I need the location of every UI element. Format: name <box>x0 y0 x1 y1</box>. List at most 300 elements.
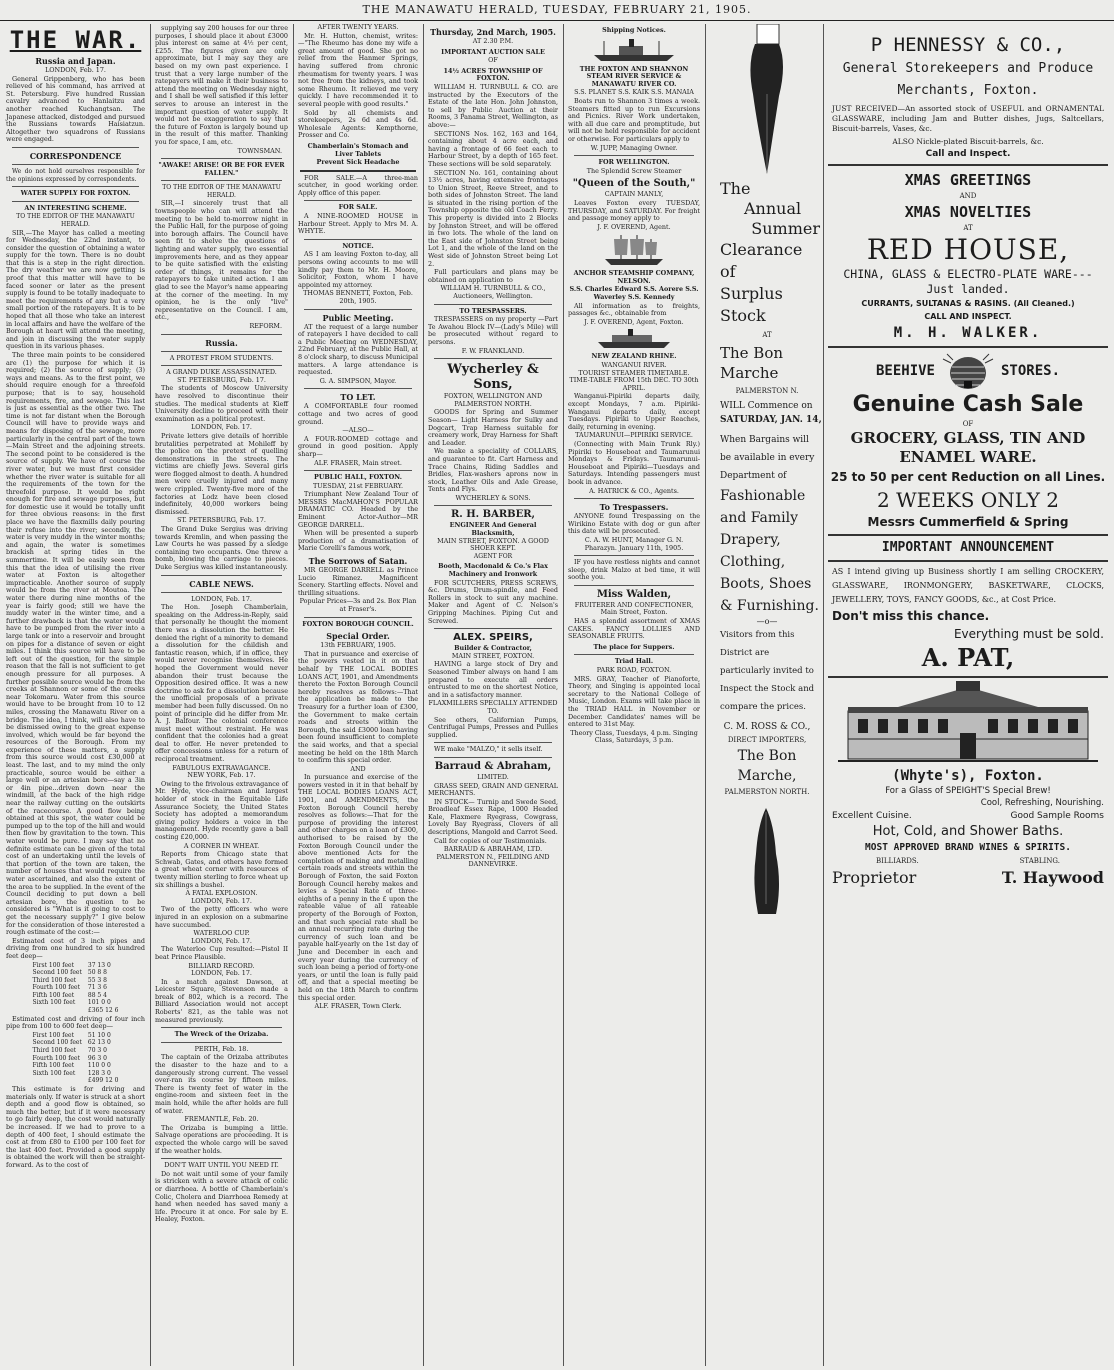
ad-paragraph: We make a speciality of COLLARS, and guarantee to fit. Cart Harness and Trace Chains, Riding Saddles and Bridles, Flax-washers aprons now in stock, Leather Oils and Axle Grease, Tents and Flys. <box>428 447 558 494</box>
beehive-owners: Messrs Cummerfield & Spring <box>867 515 1069 529</box>
ad-subheading: FLAXMILLERS SPECIALLY ATTENDED TO. <box>428 699 558 715</box>
table-total: £365 12 6 <box>87 1007 119 1015</box>
table-cell: 50 8 8 <box>87 969 107 977</box>
correspondence-heading: CORRESPONDENCE <box>29 150 122 161</box>
bon-marche-name-2: The Bon Marche, <box>737 748 797 784</box>
divider <box>161 575 282 576</box>
table-cell: Sixth 100 feet <box>32 1069 76 1077</box>
ad-paragraph: MRS. GRAY, Teacher of Pianoforte, Theory, and Singing is appointed local secretary to the National College of Music, London. Exams will take place in the TRIAD HALL in November or December. Candidates' names will be entered to 31st May. <box>568 674 700 729</box>
table-row <box>30 969 122 977</box>
divider <box>12 164 139 165</box>
ad-paragraph: HAS a splendid assortment of XMAS CAKES. FANCY LOLLIES AND SEASONABLE FRUITS. <box>568 617 700 641</box>
ad-label: LIMITED. <box>477 772 509 781</box>
article-paragraph: Two of the petty officers who were injured in an explosion on a submarine have succumbed. <box>155 905 288 929</box>
article-paragraph: Owing to the frivolous extravagance of Mr. Hyde, vice-chairman and largest holder of stock in the Equitable Life Assurance Society, the United States Society has adopted a memorandum giving policy holders a voice in the management. Hyde recently gave a ball costing £20,000. <box>155 779 288 841</box>
notice-paragraph: SECTION No. 161, containing about 13½ acres, having extensive frontages to Union Street, Reeve Street, and to both sides of Johnston Street. The land is situated in the rising portion of the Township opposite the old Coach Ferry. This property is divided into 2 Blocks by Johnston Street, and will be offered in two lots. The whole of the land on the East side of Johnston Street being Lot 1, and the whole of the land on the West side of Johnston Street being Lot 2. <box>428 168 558 268</box>
subheading: FABULOUS EXTRAVAGANCE. <box>172 763 271 772</box>
notice-paragraph: Full particulars and plans may be obtained on application to <box>428 268 558 284</box>
classified-ad: A FOUR-ROOMED cottage and ground in good position. Apply sharp— <box>298 434 418 458</box>
ad-paragraph: HAVING a large stock of Dry and Seasoned Timber always on hand I am prepared to execute all orders entrusted to me on the shortest Notice, and in a satisfactory manner. <box>428 660 558 699</box>
signature: TOWNSMAN. <box>237 146 282 155</box>
section-heading: Shipping Notices. <box>602 26 666 34</box>
bon-marche-location-2: PALMERSTON NORTH. <box>724 788 810 796</box>
bon-marche-owner: C. M. ROSS & CO., <box>723 722 811 732</box>
table-cell: 101 0 0 <box>87 999 111 1007</box>
classified-ad: ANYONE found Trespassing on the Wirikino Estate with dog or gun after this date will be prosecuted. <box>568 512 700 536</box>
ad-heading: FOR SALE. <box>338 203 378 212</box>
table-cell: 110 0 0 <box>87 1062 111 1070</box>
divider <box>434 628 552 629</box>
ad-address: PARK ROAD, FOXTON. <box>596 666 672 675</box>
signature: ALF. FRASER, Town Clerk. <box>314 1002 402 1011</box>
divider <box>300 170 416 172</box>
hotel-speights: For a Glass of SPEIGHT'S Special Brew! <box>885 786 1051 796</box>
auction-heading: 14½ ACRES TOWNSHIP OF FOXTON. <box>443 66 543 83</box>
column-rule <box>823 24 824 1366</box>
article-paragraph: The Orizaba is bumping a little. Salvage operations are proceeding. It is expected the whole cargo will be saved if the weather holds. <box>155 1123 288 1155</box>
xmas-greetings: XMAS GREETINGS <box>904 171 1032 189</box>
table-row <box>30 992 122 1000</box>
table-cell: 37 13 0 <box>87 961 111 969</box>
table-cell: Fourth 100 feet <box>32 984 81 992</box>
hotel-cuisine: Excellent Cuisine. <box>832 811 912 821</box>
announcement-signature: A. PAT, <box>921 643 1015 672</box>
article-paragraph: The captain of the Orizaba attributes the disaster to the haze and to a dangerously strong current. The vessel over-ran its course by fifteen miles. There is twenty feet of water in the engine-room and sixteen feet in the main hold, while the after holds are full of water. <box>155 1053 288 1115</box>
column-4 <box>424 24 562 1366</box>
divider <box>304 239 412 240</box>
dateline: FREMANTLE, Feb. 20. <box>184 1115 259 1124</box>
table-cell: First 100 feet <box>32 1031 74 1039</box>
auction-time: AT 2.30 P.M. <box>472 37 514 45</box>
ad-heading: ALEX. SPEIRS, <box>453 632 533 644</box>
table-row <box>30 977 122 985</box>
divider <box>161 1158 282 1159</box>
bon-marche-the: The <box>720 179 751 198</box>
bon-marche-annual: Annual <box>744 199 802 218</box>
dateline: LONDON, Feb. 17. <box>45 66 106 74</box>
letter-subheading: AN INTERESTING SCHEME. <box>24 203 127 212</box>
ad-paragraph: Triumphant New Zealand Tour of MESSRS MacMAHON'S POPULAR DRAMATIC CO. Headed by the Eminent Actor-Author—MR GEORGE DARRELL. <box>298 490 418 529</box>
auction-heading: IMPORTANT AUCTION SALE <box>441 47 545 56</box>
subheading: WATERLOO CUP. <box>193 929 250 938</box>
hotel-stabling: STABLING. <box>1019 857 1060 865</box>
dateline: LONDON, Feb. 17. <box>191 423 252 432</box>
hotel-features <box>826 809 1110 823</box>
ad-paragraph: Do not wait until some of your family is stricken with a severe attack of colic or diarrhoea. A bottle of Chamberlain's Colic, Cholera and Diarrhoea Remedy at hand when needed has saved many a life. Procure it at once. For sale by E. Healey, Foxton. <box>155 1169 288 1224</box>
ad-paragraph: See others, Californian Pumps, Centrifugal Pumps, Presses and Pullies supplied. <box>428 715 558 739</box>
ad-heading: AFTER TWENTY YEARS. <box>317 24 399 31</box>
ad-heading: TO TRESPASSERS. <box>459 306 527 315</box>
auction-date: Thursday, 2nd March, 1905. <box>430 27 556 37</box>
ad-paragraph: When will be presented a superb production of a dramatisation of Marie Corelli's famous work, <box>298 529 418 553</box>
hotel-rooms: Good Sample Rooms <box>1010 811 1104 821</box>
ad-subheading: TIME-TABLE FROM 15th DEC. TO 30th APRIL. <box>569 376 699 392</box>
signature: REFORM. <box>249 321 282 330</box>
table-total: £499 12 0 <box>87 1077 119 1085</box>
divider <box>304 470 412 471</box>
hotel-proprietor-label: Proprietor <box>832 868 917 887</box>
ad-heading: THE FOXTON AND SHANNON STEAM RIVER SERVICE & MANAWATU RIVER CO. <box>579 64 689 88</box>
beehive-stores: STORES. <box>1001 363 1061 379</box>
divider <box>574 654 694 655</box>
walker-name: M. H. WALKER. <box>893 325 1043 341</box>
table-cell: Second 100 feet <box>32 1039 82 1047</box>
red-house-at: AT <box>963 224 973 232</box>
table-cell: 128 3 0 <box>87 1069 111 1077</box>
hennessy-name: P HENNESSY & CO., <box>870 34 1066 56</box>
article-paragraph: The Grand Duke Sergius was driving towards Kremlin, and when passing the Law Courts he was passed by a sledge containing two occupants. One threw a bomb, blowing the carriage to pieces. Duke Sergius was killed instantaneously. <box>155 525 288 571</box>
signature: BARRAUD & ABRAHAM, LTD. PALMERSTON N., FEILDING AND DANNEVIRKE. <box>436 845 550 869</box>
divider <box>828 534 1108 536</box>
column-rule <box>705 24 706 1366</box>
subheading: BILLIARD RECORD. <box>188 961 255 970</box>
ad-heading: Booth, Macdonald & Co.'s Flax Machinery and Ironwork <box>438 562 548 579</box>
divider <box>161 1042 282 1043</box>
classified-ad: AT the request of a large number of ratepayers I have decided to call a Public Meeting on WEDNESDAY, 22nd February, at the Public Hall, at 8 o'clock sharp, to discuss Municipal matters. A large attendance is requested. <box>298 322 418 377</box>
ad-paragraph: Boats run to Shannon 3 times a week. Steamers fitted up to run Excursions and Picnics. River Work undertaken, with all due care and promptitude, but will not be held responsible for accident or otherwise. For particulars apply to <box>568 96 700 143</box>
section-heading: CABLE NEWS. <box>189 578 254 589</box>
divider <box>574 498 694 499</box>
signature: ALF. FRASER, Main street. <box>314 458 402 467</box>
article-paragraph: The students of Moscow University have resolved to discontinue their studies. The medical students at Kieff University decline to proceed with their examination as a political protest. <box>155 384 288 423</box>
column-3 <box>294 24 422 1366</box>
subheading: DON'T WAIT UNTIL YOU NEED IT. <box>164 1161 279 1170</box>
classified-ad: TRESPASSERS on my property —Part Te Awahou Block IV—(Lady's Mile) will be prosecuted without regard to persons. <box>428 315 558 346</box>
signature: WYCHERLEY & SONS. <box>455 493 531 502</box>
to-editor: TO THE EDITOR OF THE MANAWATU HERALD. <box>162 184 281 199</box>
ad-paragraph: FOR SCUTCHERS, PRESS SCREWS, &c. Drums, Drum-spindle, and Feed Rollers in stock to suit any machine. Maker and Agent of C. Nelson's Gripping Machines. Piping Cut and Screwed. <box>428 578 558 625</box>
article-paragraph: Private letters give details of horrible brutalities perpetrated at Mohileff by the police on the pretext of quelling demonstrations in the streets. The victims are chiefly Jews. Several girls were flogged almost to death. A hundred men were cruelly injured and many were crippled. Twenty-five more of the factories at Lodz have been closed indefinitely, 40,000 workers being dismissed. <box>155 431 288 516</box>
table-cell: Sixth 100 feet <box>32 999 76 1007</box>
separator-text: AND <box>350 764 366 773</box>
table-row <box>30 1047 122 1055</box>
ad-paragraph: Mr. H. Hutton, chemist, writes:—"The Rheumo has done my wife a great amount of good. She got no relief from the Hanmer Springs, having suffered from chronic rheumatism for twenty years. I was not free from the kidneys, and took some Rheumo. It relieved me very quickly. I have recommended it to several people with good results." <box>298 31 418 108</box>
steamer-illustration <box>589 37 679 63</box>
classified-ad: IF you have restless nights and cannot sleep, drink Malzo at bed time, it will soothe you. <box>568 558 700 582</box>
bon-marche-at: AT <box>762 331 772 339</box>
table-row <box>30 1062 122 1070</box>
ad-heading: FOXTON BOROUGH COUNCIL. <box>302 619 414 628</box>
letter-paragraph: SIR,—I sincerely trust that all townspeople who can will attend the meeting to be held to-morrow night in the Public Hall, for the purpose of going into borough affairs. The Council have seen fit to shelve the questions of lighting and water supply, two essential improvements here, and as they appear to be quite satisfied with the existing order of things, it remains for the ratepayers to take united action. I am glad to see the Mayor's name appearing at the corner of the meeting. In my opinion, he is the only "live" representative on the Council. I am, etc., <box>155 199 288 322</box>
ad-paragraph: Wanganui-Pipiriki departs daily, except Mondays, 7 a.m. Pipiriki-Wanganui departs daily, except Tuesdays. Pipiriki to Upper Reaches, daily, returning in evening. <box>568 392 700 431</box>
dateline: LONDON, Feb. 17. <box>191 896 252 905</box>
column-7 <box>826 24 1110 1366</box>
xmas-novelties: XMAS NOVELTIES <box>904 203 1032 221</box>
ad-label: AGENT FOR <box>473 552 513 560</box>
red-house-currants: CURRANTS, SULTANAS & RASINS. (All Cleaned.) <box>861 299 1075 308</box>
beehive-weeks: 2 WEEKS ONLY 2 <box>876 488 1060 512</box>
table-cell: Third 100 feet <box>32 976 77 984</box>
table-cell: 96 3 0 <box>87 1054 107 1062</box>
article-paragraph: The Waterloo Cup resulted:—Pistol II beat Prince Plausible. <box>155 945 288 961</box>
estimate-table-4inch <box>30 1032 122 1085</box>
ad-subheading: Builder & Contractor, <box>454 644 532 653</box>
ad-subheading: CAPTAIN MANLY, <box>604 190 664 199</box>
divider <box>161 365 282 366</box>
ad-paragraph: IN STOCK— Turnip and Swede Seed, Broadleaf Essex Rape, 1000 Headed Kale, Flaxmere Ryegrass, Cowgrass, Lovely Bay Ryegrass, Clovers of all descriptions, Mangold and Carrot Seed. <box>428 797 558 837</box>
subheading: A FATAL EXPLOSION. <box>185 889 258 898</box>
beehive-of: OF <box>962 420 974 428</box>
hotel-proprietor-name: T. Haywood <box>1001 868 1104 887</box>
ad-heading: NEW ZEALAND RHINE. <box>591 352 677 361</box>
beehive-reduction: 25 to 50 per cent Reduction on all Lines. <box>830 470 1106 484</box>
dateline: LONDON, Feb. 17. <box>191 594 252 603</box>
ad-date: TUESDAY, 21st FEBRUARY. <box>312 481 404 490</box>
hennessy-stock: JUST RECEIVED—An assorted stock of USEFUL and ORNAMENTAL GLASSWARE, including Jam and Butter dishes, Jugs, Saltcellars, Biscuit-barrels, Vases, &c. <box>832 104 1104 133</box>
ad-heading: Barraud & Abraham, <box>434 760 552 772</box>
ad-paragraph: Call for copies of our Testimonials. <box>434 836 547 845</box>
signature: J. F. OVEREND, Agent. <box>597 222 671 231</box>
estimate-table-3inch <box>30 962 122 1015</box>
table-row <box>30 1039 122 1047</box>
ad-heading: TO LET. <box>340 392 376 403</box>
bon-marche-importers: DIRECT IMPORTERS, <box>727 736 807 744</box>
class-times: Theory Class, Tuesdays, 4 p.m. Singing Class, Saturdays, 3 p.m. <box>570 728 698 745</box>
divider <box>574 585 694 586</box>
hotel-extras <box>826 855 1110 867</box>
divider <box>434 304 552 305</box>
ad-subheading: TOURIST STEAMER TIMETABLE. <box>578 368 690 377</box>
ad-address: MAIN STREET, FOXTON. <box>451 651 535 660</box>
divider <box>161 592 282 593</box>
ad-heading: Miss Walden, <box>596 588 672 600</box>
divider <box>434 742 552 743</box>
notice-paragraph: That in pursuance and exercise of the powers vested in it on that behalf by THE LOCAL BODIES LOANS ACT, 1901, and Amendments thereto the Foxton Borough Council hereby resolves as follows:—That the application be made to the Treasury for a further loan of £300, the Government to make certain roads and streets within the Borough, the said £3000 loan having been found insufficient to complete the said works, and that a special meeting be held on the 18th March to confirm this special order. <box>298 649 418 765</box>
section-heading: The Wreck of the Orizaba. <box>174 1030 269 1039</box>
classified-ad: WE make "MALZO," it sells itself. <box>434 745 543 754</box>
signature: J. F. OVEREND, Agent, Foxton. <box>584 317 684 326</box>
ad-prices: Popular Prices—3s and 2s. Box Plan at Fraser's. <box>299 597 417 613</box>
ad-heading: NOTICE. <box>342 241 374 250</box>
classified-ad: A NINE-ROOMED HOUSE in Harbour Street. Apply to Mrs M. A. WHYTE. <box>298 212 418 236</box>
ad-heading: ANCHOR STEAMSHIP COMPANY, NELSON. <box>573 269 695 285</box>
ad-heading: Special Order. <box>326 631 390 642</box>
classified-ad: AS I am leaving Foxton to-day, all persons owing accounts to me will kindly pay them to Mr. H. Moore, Solicitor, Foxton, whom I have appointed my attorney. <box>298 250 418 289</box>
ad-subheading: Prevent Sick Headache <box>316 158 400 167</box>
dateline: PERTH, Feb. 18. <box>194 1044 249 1053</box>
war-subheading: Russia and Japan. <box>35 56 116 66</box>
table-cell: 51 10 0 <box>87 1031 111 1039</box>
ad-subheading: FOXTON, WELLINGTON AND PALMERSTON NORTH. <box>443 392 543 408</box>
divider <box>12 201 139 202</box>
ad-paragraph: All information as to freights, passages &c., obtainable from <box>568 301 700 318</box>
announcement-chance: Don't miss this chance. <box>832 609 990 623</box>
table-cell: 55 3 8 <box>87 976 107 984</box>
estimate-heading: Estimated cost of 3 inch pipes and driving from one hundred to six hundred feet deep— <box>6 936 145 960</box>
ship-list: S.S. PLANET S.S. KAIK S.S. MANAIA <box>574 88 694 97</box>
signature: WILLIAM H. TURNBULL & CO., Auctioneers, Wellington. <box>440 284 546 300</box>
bon-marche-advert <box>712 24 822 1366</box>
article-paragraph: Reports from Chicago state that Schwab, Gates, and others have formed a great wheat corner with resources of twenty million sterling to force wheat up six shillings a bushel. <box>155 850 288 889</box>
subheading: A GRAND DUKE ASSASSINATED. <box>166 368 277 377</box>
subheading: A PROTEST FROM STUDENTS. <box>169 353 274 362</box>
classified-ad: FOR SALE.—A three-man scutcher, in good working order. Apply office of this paper. <box>298 173 418 197</box>
section-heading: Russia. <box>205 337 238 348</box>
table-cell: First 100 feet <box>32 961 74 969</box>
ad-subheading: FRUITERER AND CONFECTIONER, Main Street, Foxton. <box>574 600 694 617</box>
table-cell: 88 5 4 <box>87 991 107 999</box>
divider <box>161 180 282 181</box>
subheading: A CORNER IN WHEAT. <box>183 841 260 850</box>
masthead: THE MANAWATU HERALD, TUESDAY, FEBRUARY 21, 1905. <box>0 0 1114 21</box>
divider <box>828 164 1108 166</box>
hotel-billiards: BILLIARDS. <box>876 857 919 865</box>
red-house-name: RED HOUSE, <box>866 233 1070 266</box>
hotel-name: (Whyte's), Foxton. <box>892 768 1044 784</box>
separator-text: —ALSO— <box>342 426 374 435</box>
divider <box>161 1027 282 1028</box>
letter-heading: WATER SUPPLY FOR FOXTON. <box>20 189 131 198</box>
beehive-sale: Genuine Cash Sale <box>852 392 1084 417</box>
signature: G. A. SIMPSON, Mayor. <box>319 376 397 385</box>
divider <box>161 334 282 335</box>
beehive-goods: GROCERY, GLASS, TIN AND ENAMEL WARE. <box>850 429 1086 466</box>
divider <box>12 147 139 148</box>
ad-paragraph: MR GEORGE DARRELL as Prince Lucio Rimanez. Magnificent Scenery. Startling effects. Novel and thrilling situations. <box>298 566 418 597</box>
bon-marche-departments: Fashionable and Family Drapery, Clothing, Boots, Shoes & Furnishing. <box>720 488 819 614</box>
table-row <box>30 999 122 1007</box>
ad-subheading: TAUMARUNUI—PIPIRIKI SERVICE. <box>575 431 693 440</box>
hennessy-business: General Storekeepers and Produce Merchants, Foxton. <box>842 61 1094 98</box>
divider <box>304 617 412 618</box>
table-row <box>30 984 122 992</box>
ad-paragraph: GOODS for Spring and Summer Season— Light Harness for Sulky and Dogcart, Trap Harness suitable for creamery work, Dray Harness for Shaft and Leader. <box>428 408 558 447</box>
red-house-call: CALL AND INSPECT. <box>924 312 1012 321</box>
signature: F. W. FRANKLAND. <box>461 346 525 355</box>
divider <box>434 505 552 506</box>
hotel-baths: Hot, Cold, and Shower Baths. <box>872 824 1064 839</box>
table-cell: 70 3 0 <box>87 1047 107 1055</box>
divider <box>434 757 552 758</box>
ad-paragraph: Leaves Foxton every TUESDAY, THURSDAY, and SATURDAY. For freight and passage money apply to <box>568 198 700 223</box>
table-total-row <box>30 1077 122 1085</box>
hotel-building-illustration <box>838 681 1098 765</box>
pointing-hand-up-illustration <box>744 804 790 914</box>
dateline: NEW YORK, Feb. 17. <box>187 771 256 780</box>
letter-paragraph: SIR,—The Mayor has called a meeting for Wednesday, the 22nd instant, to consider the question of obtaining a water supply for the town. There is no doubt that this is a step in the right direction. The dry weather we are now getting is proof that this matter will have to be faced sooner or later as the present supply is found to be totally inadequate to meet the requirements of any but a very small portion of the ratepayers. It is to be hoped that all those who take an interest in local affairs and have the welfare of the Borough at heart will attend the meeting, and join in discussing the water supply question in its various phases. <box>6 228 145 351</box>
divider <box>574 155 694 156</box>
divider <box>304 388 412 389</box>
signature: A. HATRICK & CO., Agents. <box>589 486 679 495</box>
beehive-icon <box>941 351 995 391</box>
bon-marche-summer: Summer <box>751 219 820 238</box>
hotel-wines: MOST APPROVED BRAND WINES & SPIRITS. <box>865 842 1071 853</box>
ad-heading: Public Meeting. <box>322 312 394 323</box>
hennessy-call: Call and Inspect. <box>925 149 1011 159</box>
to-editor: TO THE EDITOR OF THE MANAWATU HERALD. <box>16 213 135 228</box>
notice-paragraph: WILLIAM H. TURNBULL & CO. are instructed by the Executors of the Estate of the late Hon. John Johnston, to sell by Public Auction at their Rooms, 3 Panama Street, Wellington, as above:— <box>428 82 558 129</box>
ship-list: S.S. Charles Edward S.S. Aorere S.S. Waverley S.S. Kennedy <box>569 285 699 302</box>
pointing-hand-illustration <box>737 24 797 179</box>
sailing-ship-illustration <box>599 233 669 267</box>
bon-marche-surplus: Surplus Stock <box>720 284 783 325</box>
hotel-cool: Cool, Refreshing, Nourishing. <box>980 798 1104 808</box>
ad-heading: Wycherley & Sons, <box>447 362 539 393</box>
editor-note: We do not hold ourselves responsible for the opinions expressed by correspondents. <box>6 167 145 183</box>
table-row <box>30 1032 122 1040</box>
bon-marche-sale-date: SATURDAY, JAN. 14, <box>720 415 822 425</box>
table-row <box>30 962 122 970</box>
war-heading: THE WAR. <box>9 26 142 54</box>
letter-heading: "AWAKE! ARISE! OR BE FOR EVER FALLEN." <box>158 161 285 177</box>
hotel-proprietor-row <box>826 867 1110 889</box>
ad-paragraph: GRASS SEED, GRAIN AND GENERAL MERCHANTS. <box>428 781 558 798</box>
column-5 <box>564 24 704 1366</box>
signature: W. JUPP, Managing Owner. <box>590 143 678 152</box>
divider <box>304 309 412 310</box>
ad-heading: Triad Hall. <box>614 657 654 666</box>
ad-subheading: WANGANUI RIVER. <box>601 361 667 370</box>
bon-marche-clearance: Clearance of <box>720 240 803 281</box>
bon-marche-will: WILL Commence on <box>720 401 813 411</box>
red-house-stock: CHINA, GLASS & ELECTRO-PLATE WARE---Just landed. <box>843 267 1093 296</box>
table-cell: 71 3 6 <box>87 984 107 992</box>
bon-marche-when: When Bargains will be available in every Department of <box>720 435 815 481</box>
letter-paragraph: The three main points to be considered are (1) the purpose for which it is required; (2) the source of supply; (3) ways and means. As to the first point, we should require enough for a threefold purpose; that is to say, household requirements, fire, and sewage. This last is just as essential as the other two. The time is not far distant when the Borough Council will have to provide ways and means for disposing of the sewage, more particularly in the central part of the town—Main Street and the adjoining streets. The second point to be considered is the source of supply. We have of course the river water, but we must first consider whether the river water is suitable for all the requirements of the town for the threefold purpose. It would be right enough for fire and sewage purposes, but for domestic use it would be totally unfit for three obvious reasons: in the first place we have the flaxmills daily pouring their refuse into the river; secondly, the water is very muddy in the winter months; and again, the water is sometimes brackish at spring tides in the summertime. It will be easily seen from this that the idea of utilising the river water at Foxton is altogether impracticable. Another source of supply would be from the river at Moutoa. The water there during nine months of the year is fairly good; still we have the muddy water in the winter time, and a further drawback is that the water would have to be pumped from the river into a large tank or into a reservoir and brought on pipes for a distance of seven or eight miles. I think this source will have to be left out of the question, for the simple reason that the fall is not sufficient to get enough pressure for all purposes. A further possible source would be from the creeks at Shannon or some of the creeks near Tokomaru. Water from this source would have to be brought from 10 to 12 miles, crossing the Manawatu River on a bridge. The idea, I think, will also have to be dismissed owing to the great expense involved, which would be far beyond the resources of the Borough. From my experience of these matters, a supply from this source would cost £30,000 at least. The last, and to my mind the only practicable, source would be either a large well or an artesian bore—say a 3in or 4in pipe...driven down near the windmill, at the back of the high ridge near the railway cutting on the outskirts of the racecourse. A good flow being obtained at this spot, the water could be pumped up to the top of the hill and would then flow by gravitation to the town. This water would be pure. I may say that no definite estimate can be given of the total cost of an undertaking until the levels of that portion of the town are taken, the number of houses that would require the water ascertained, and also the extent of the area to be supplied. In the event of the Council deciding to put down a bell artesian bore, the question to be considered is "What is it going to cost to get the necessary supply?" I give below for the consideration of those interested a rough estimate of the cost:— <box>6 351 145 937</box>
signature: THOMAS BENNETT, Foxton, Feb. 20th, 1905. <box>303 289 413 305</box>
table-total-row <box>30 1007 122 1015</box>
bon-marche-visitors: Visitors from this District are particularly invited to Inspect the Stock and compare the prices. <box>720 630 815 712</box>
dateline: LONDON, Feb. 17. <box>191 969 252 978</box>
divider <box>828 560 1108 562</box>
table-cell: Fifth 100 feet <box>32 991 75 999</box>
table-cell: Third 100 feet <box>32 1047 77 1055</box>
table-row <box>30 1070 122 1078</box>
divider <box>12 186 139 187</box>
table-cell: 62 13 0 <box>87 1039 111 1047</box>
separator-text: OF <box>488 56 498 65</box>
signature: C. A. W. HUNT, Manager G. N. Pharazyn. January 11th, 1905. <box>584 535 684 552</box>
article-paragraph: The Hon. Joseph Chamberlain, speaking on the Address-in-Reply, said that personally he thought the moment there was a dissolution the better. He denied the right of a minority to demand a dissolution for the childish and fantastic reason, which, if in office, they would never recognise themselves. He hoped the Government would never abandon their trust because the Opposition desired office. It was a new doctrine to ask for a dissolution because the unofficial proposals of a private member had been fully discussed. On no point of principle did he differ from Mr. A. J. Balfour. The colonial conference must meet without restraint. He was confident that the colonies had a great deal to offer. He never pretended to offer concessions unless for a return of reciprocal treatment. <box>155 603 288 764</box>
dateline: ST. PETERSBURG, Feb. 17. <box>177 516 266 525</box>
ad-heading: FOR WELLINGTON. <box>598 158 670 167</box>
beehive-label: BEEHIVE <box>875 363 935 379</box>
table-cell: Second 100 feet <box>32 969 82 977</box>
column-1 <box>2 24 149 1366</box>
ad-heading: To Trespassers. <box>599 502 669 513</box>
ad-heading: R. H. BARBER, <box>450 509 536 521</box>
letter-paragraph: supplying say 200 houses for our three purposes, I should place it about £3000 plus interest on same at 4½ per cent, £255. The figures given are only approximate, but I may say they are based on my own past experience. I trust that a very large number of the ratepayers will make it their business to attend the meeting on Wednesday night, and I shall be well satisfied if this letter serves to arouse an interest in the important question of water supply. It would not be exaggeration to say that the future of Foxton is largely bound up in the result of this matter. Thanking you for space, I am, etc. <box>155 24 288 146</box>
ad-heading: PUBLIC HALL, FOXTON. <box>314 473 402 482</box>
ad-address: MAIN STREET, FOXTON. A GOOD SHOER KEPT. <box>437 536 549 553</box>
dateline: ST. PETERSBURG, Feb. 17. <box>177 375 266 384</box>
divider <box>828 676 1108 678</box>
column-2 <box>151 24 292 1366</box>
hennessy-also: ALSO Nickle-plated Biscuit-barrels, &c. <box>892 137 1044 146</box>
announcement-body: AS I intend giving up Business shortly I am selling CROCKERY, GLASSWARE, IRONMONGERY, BASKETWARE, CLOCKS, JEWELLERY, TOYS, FANCY GOODS, &c., at Cost Price. <box>832 567 1104 604</box>
river-steamer-illustration <box>594 328 674 350</box>
estimate-heading: Estimated cost and driving of four inch pipe from 100 to 600 feet deep— <box>6 1014 145 1031</box>
ad-heading: Chamberlain's Stomach and Liver Tablets <box>307 141 409 158</box>
ornament: —o— <box>756 617 778 626</box>
table-row <box>30 1055 122 1063</box>
table-cell: Fifth 100 feet <box>32 1062 75 1070</box>
letter-paragraph: This estimate is for driving and materials only. If water is struck at a short depth and a good flow is obtained, so much the better, but if it were necessary to go fairly deep, the cost would naturally be increased. If we had to prove to a depth of 400 feet, I should estimate the cost at from £80 to £100 per 100 feet for the last 400 feet. Provided a good supply is obtained the work will then be straight-forward. As to the cost of <box>6 1085 145 1169</box>
ad-heading: The Sorrows of Satan. <box>308 556 408 567</box>
divider <box>828 346 1108 348</box>
ad-subheading: ENGINEER And General Blacksmith, <box>449 521 537 538</box>
announcement-heading: IMPORTANT ANNOUNCEMENT <box>881 540 1055 555</box>
announcement-everything: Everything must be sold. <box>953 627 1104 641</box>
article-paragraph: In a match against Dawson, at Leicester Square, Stevenson made a break of 802, which is a record. The Billiard Association would not accept Roberts' 821, as the table was not measured previously. <box>155 977 288 1024</box>
divider <box>304 200 412 201</box>
beehive-header <box>826 351 1110 391</box>
article-paragraph: General Grippenberg, who has been relieved of his command, has arrived at St. Petersburg. Five hundred Russian cavalry advanced to Hanlaitzu and another reached Kuchangtsan. The Japanese attacked, distodged and pursued the Russians towards Haisiatzun. Altogether two squadrons of Russians were engaged. <box>6 74 145 144</box>
dateline: LONDON, Feb. 17. <box>191 936 252 945</box>
classified-ad: A COMFORTABLE four roomed cottage and two acres of good ground. <box>298 402 418 426</box>
divider <box>434 358 552 359</box>
ad-date: 13th FEBRUARY, 1905. <box>320 641 396 650</box>
